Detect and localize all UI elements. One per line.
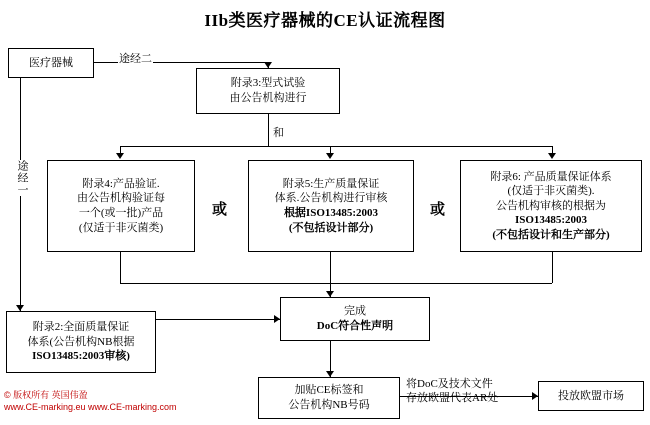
arrowhead-annex5-top: [326, 153, 334, 159]
arrowhead-doc-top: [326, 291, 334, 297]
box-medical-device[interactable]: 医疗器械: [8, 48, 94, 78]
box-annex4[interactable]: 附录4:产品验证. 由公告机构验证每 一个(或一批)产品 (仅适于非灭菌类): [47, 160, 195, 252]
label-or-left: 或: [212, 202, 228, 218]
arrowhead-market-left: [532, 392, 538, 400]
page-title: IIb类医疗器械的CE认证流程图: [204, 11, 446, 30]
connector-annex2-to-doc: [156, 319, 280, 320]
arrowhead-annex2-top: [16, 305, 24, 311]
arrowhead-annex6-top: [548, 153, 556, 159]
box-ce-marking[interactable]: 加贴CE标签和 公告机构NB号码: [258, 377, 400, 419]
connector-annex4-down: [120, 252, 121, 283]
label-or-right: 或: [430, 202, 446, 218]
arrowhead-marking-top: [326, 371, 334, 377]
arrowhead-doc-left: [274, 315, 280, 323]
box-place-on-market[interactable]: 投放欧盟市场: [538, 381, 644, 411]
connector-annex3-down: [268, 114, 269, 146]
box-annex2[interactable]: 附录2:全面质量保证 体系(公告机构NB根据 ISO13485:2003审核): [6, 311, 156, 373]
box-annex5[interactable]: 附录5:生产质量保证 体系.公告机构进行审核 根据ISO13485:2003 (不包括设计部分): [248, 160, 414, 252]
box-annex6[interactable]: 附录6: 产品质量保证体系 (仅适于非灭菌类). 公告机构审核的根据为 ISO13485:2003 (不包括设计和生产部分): [460, 160, 642, 252]
note-storage: 将DoC及技术文件 存放欧盟代表AR处: [406, 378, 499, 405]
connector-distribution-bar: [120, 146, 552, 147]
connector-merge-bar: [120, 283, 552, 284]
arrowhead-annex4-top: [116, 153, 124, 159]
box-doc-declaration[interactable]: 完成 DoC符合性声明: [280, 297, 430, 341]
connector-annex6-down: [552, 252, 553, 283]
label-route-two: 途经二: [118, 50, 153, 66]
arrowhead-annex3-top: [264, 62, 272, 68]
footer-copyright: © 版权所有 英国伟盈 www.CE-marking.eu www.CE-marking.com: [4, 390, 177, 412]
label-and: 和: [272, 124, 285, 140]
label-route-one: 途经一: [13, 160, 31, 196]
box-annex3[interactable]: 附录3:型式试验 由公告机构进行: [196, 68, 340, 114]
